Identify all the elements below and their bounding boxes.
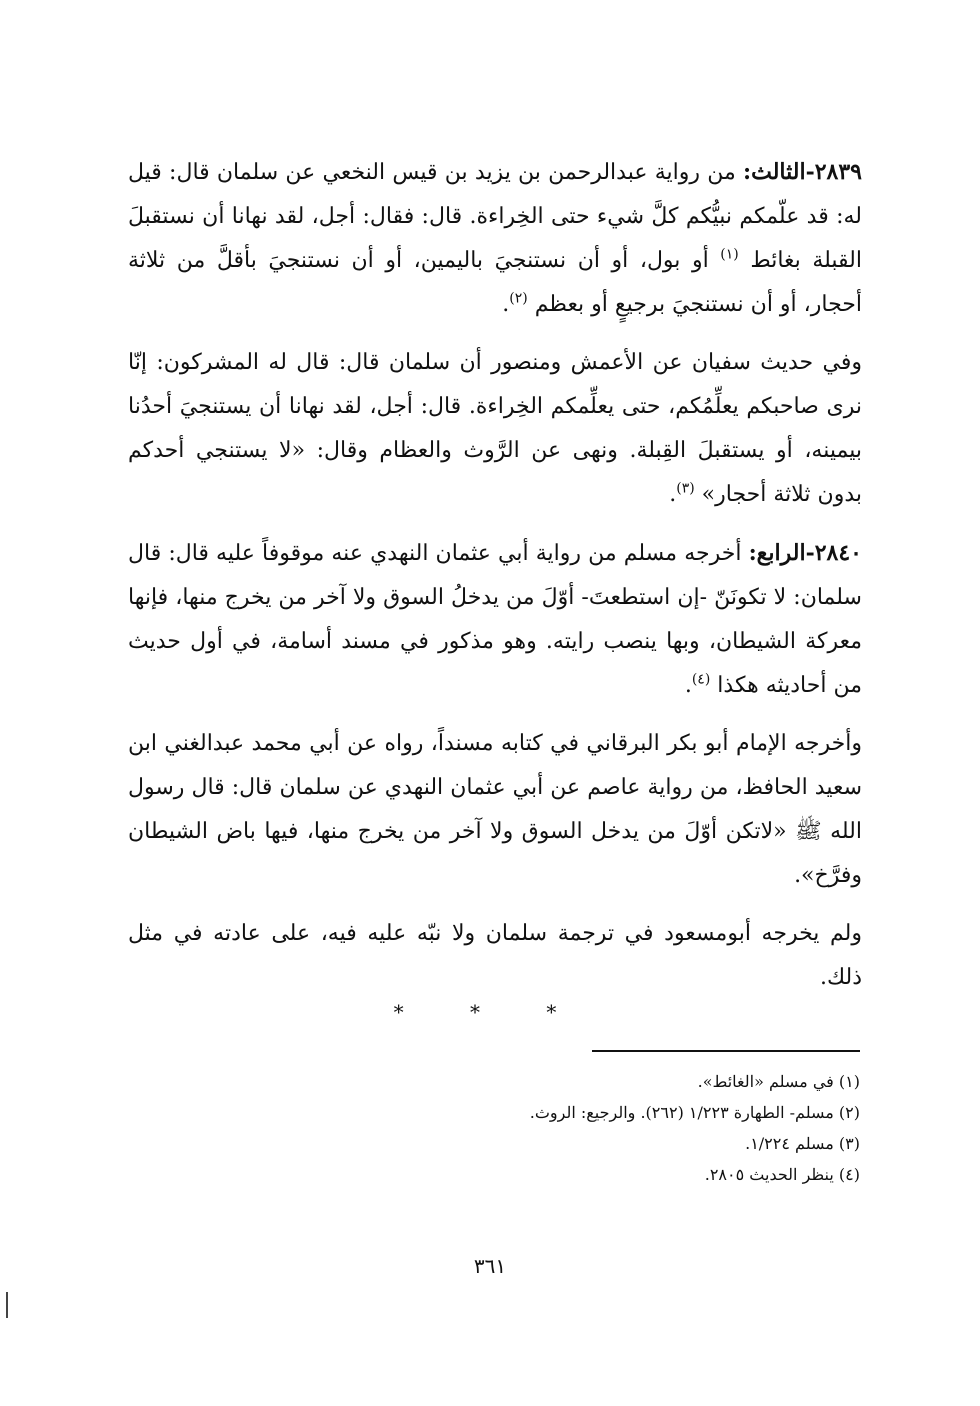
footnote-4: (٤) ينظر الحديث ٢٨٠٥. <box>704 1165 860 1184</box>
footnote-3: (٣) مسلم ١/٢٢٤. <box>745 1134 860 1153</box>
paragraph-text: وفي حديث سفيان عن الأعمش ومنصور أن سلمان قال: قال له المشركون: إنّا نرى صاحبكم يعلِّمُكم، حتى يعلِّمكم الخِراءة. قال: أجل، لقد نهانا أن يستنجيَ أحدُنا بيمينه، أو يستقبلَ القِبلة. ونهى عن الرَّوث والعظام وقال: «لا يستنجي أحدكم بدون ثلاثة أحجار» <box>128 350 862 507</box>
main-text <box>128 150 862 1014</box>
footnote-ref: (٢) <box>509 290 528 307</box>
footnote-ref: (٣) <box>676 480 695 497</box>
hadith-label: الرابع: <box>748 540 806 566</box>
paragraph-end: . <box>669 482 677 507</box>
footnote-ref: (٤) <box>691 671 711 688</box>
footnote-2: (٢) مسلم- الطهارة ١/٢٢٣ (٢٦٢). والرجيع: الروث. <box>529 1103 860 1122</box>
scan-edge-mark <box>6 1292 8 1318</box>
paragraph-sufyan <box>128 341 862 517</box>
paragraph-text: أخرجه مسلم من رواية أبي عثمان النهدي عنه موقوفاً عليه قال: قال سلمان: لا تكونَنّ -إن استطعتَ- أوّلَ من يدخلُ السوق ولا آخر من يخرج منها، فإنها معركة الشيطان، وبها ينصب رايته. وهو مذكور في مسند أسامة، في أول حديث من أحاديثه هكذا <box>128 541 862 698</box>
paragraph-2840 <box>128 531 862 708</box>
footnote-ref: (١) <box>720 246 739 263</box>
footnote-1: (١) في مسلم «الغائط». <box>697 1072 860 1091</box>
page-number: ٣٦١ <box>473 1254 507 1278</box>
paragraph-abumasud <box>128 912 862 1000</box>
paragraph-text: وأخرجه الإمام أبو بكر البرقاني في كتابه مسنداً، رواه عن أبي محمد عبدالغني ابن سعيد الحافظ، من رواية عاصم عن أبي عثمان النهدي عن سلمان قال: قال رسول الله ﷺ «لاتكن أوّلَ من يدخل السوق ولا آخر من يخرج منها، فيها باض الشيطان وفرَّخ». <box>128 731 863 888</box>
hadith-number: ٢٨٣٩- <box>805 159 862 185</box>
paragraph-barqani <box>128 722 862 898</box>
paragraph-text: ولم يخرجه أبومسعود في ترجمة سلمان ولا نبّه عليه فيه، على عادته في مثل ذلك. <box>128 921 862 990</box>
hadith-number: ٢٨٤٠- <box>805 540 862 566</box>
hadith-label: الثالث: <box>743 159 806 185</box>
footnote-divider <box>592 1050 860 1052</box>
paragraph-end: . <box>684 673 692 698</box>
footnotes <box>300 1066 860 1190</box>
paragraph-text: أو بول، أو أن نستنجيَ باليمين، أو أن نستنجيَ بأقلَّ من ثلاثة أحجار، أو أن نستنجيَ برجيعٍ أو بعظم <box>128 248 862 317</box>
section-separator: * * * <box>393 1000 587 1024</box>
paragraph-2839 <box>128 150 862 327</box>
paragraph-text: من رواية عبدالرحمن بن يزيد بن قيس النخعي عن سلمان قال: قيل له: قد علّمكم نبيُّكم كلَّ شيء حتى الخِراءة. قال: فقال: أجل، لقد نهانا أن نستقبلَ القبلة بغائط <box>128 160 862 273</box>
paragraph-end: . <box>502 292 510 317</box>
